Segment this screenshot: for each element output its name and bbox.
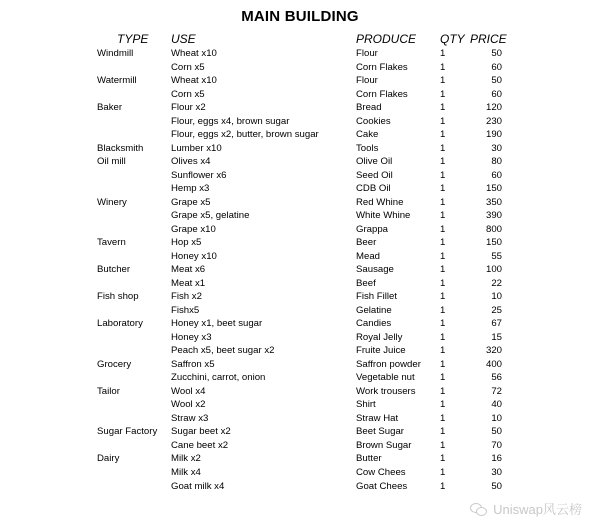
produce-cell: Fruite Juice (356, 345, 406, 357)
qty-cell: 1 (440, 480, 446, 492)
price-cell: 30 (491, 142, 502, 154)
produce-cell: Mead (356, 250, 380, 262)
price-cell: 100 (485, 264, 502, 276)
use-cell: Goat milk x4 (171, 480, 225, 492)
use-cell: Wool x4 (171, 385, 206, 397)
produce-cell: Sausage (356, 264, 394, 276)
produce-cell: Bread (356, 102, 382, 114)
type-cell: Tailor (97, 385, 120, 397)
produce-cell: Fish Fillet (356, 291, 398, 303)
table-row (0, 480, 600, 494)
qty-cell: 1 (440, 88, 446, 100)
table-row (0, 223, 600, 237)
use-cell: Meat x6 (171, 264, 206, 276)
price-cell: 50 (491, 426, 502, 438)
price-cell: 10 (491, 412, 502, 424)
produce-cell: White Whine (356, 210, 411, 222)
use-cell: Olives x4 (171, 156, 211, 168)
qty-cell: 1 (440, 304, 446, 316)
qty-cell: 1 (440, 142, 446, 154)
qty-cell: 1 (440, 102, 446, 114)
table-row (0, 47, 600, 61)
price-cell: 50 (491, 48, 502, 59)
produce-cell: Beet Sugar (356, 426, 405, 438)
produce-cell: Beer (356, 237, 377, 249)
use-cell: Hop x5 (171, 237, 202, 249)
use-cell: Sunflower x6 (171, 169, 227, 181)
use-cell: Corn x5 (171, 88, 205, 100)
produce-cell: Beef (356, 277, 376, 289)
produce-cell: Grappa (356, 223, 388, 235)
table-row (0, 439, 600, 453)
use-cell: Milk x4 (171, 466, 201, 478)
price-cell: 400 (485, 358, 502, 370)
qty-cell: 1 (440, 453, 446, 465)
use-cell: Wool x2 (171, 399, 206, 411)
produce-cell: Work trousers (356, 385, 416, 397)
use-cell: Flour, eggs x4, brown sugar (171, 115, 290, 127)
produce-cell: Straw Hat (356, 412, 399, 424)
table-row (0, 155, 600, 169)
table-row (0, 209, 600, 223)
header-qty: QTY (440, 32, 465, 46)
price-cell: 25 (491, 304, 502, 316)
price-cell: 56 (491, 372, 502, 384)
use-cell: Sugar beet x2 (171, 426, 231, 438)
table-row (0, 263, 600, 277)
table-row (0, 290, 600, 304)
produce-cell: Cow Chees (356, 466, 406, 478)
price-cell: 16 (491, 453, 502, 465)
type-cell: Winery (97, 196, 127, 208)
price-cell: 350 (485, 196, 502, 208)
use-cell: Flour, eggs x2, butter, brown sugar (171, 129, 319, 141)
type-cell: Butcher (97, 264, 131, 276)
table-row (0, 101, 600, 115)
use-cell: Meat x1 (171, 277, 206, 289)
produce-cell: CDB Oil (356, 183, 391, 195)
price-cell: 150 (485, 237, 502, 249)
price-cell: 60 (491, 169, 502, 181)
production-table (0, 47, 600, 493)
produce-cell: Corn Flakes (356, 61, 408, 73)
price-cell: 390 (485, 210, 502, 222)
use-cell: Saffron x5 (171, 358, 215, 370)
use-cell: Honey x3 (171, 331, 212, 343)
produce-cell: Olive Oil (356, 156, 393, 168)
table-row (0, 452, 600, 466)
table-row (0, 304, 600, 318)
table-row (0, 88, 600, 102)
header-type: TYPE (117, 32, 149, 46)
price-cell: 190 (485, 129, 502, 141)
qty-cell: 1 (440, 223, 446, 235)
price-cell: 800 (485, 223, 502, 235)
price-cell: 50 (491, 480, 502, 492)
produce-cell: Vegetable nut (356, 372, 415, 384)
qty-cell: 1 (440, 345, 446, 357)
price-cell: 30 (491, 466, 502, 478)
table-row (0, 236, 600, 250)
table-row (0, 371, 600, 385)
price-cell: 50 (491, 75, 502, 87)
table-row (0, 466, 600, 480)
type-cell: Tavern (97, 237, 126, 249)
price-cell: 320 (485, 345, 502, 357)
qty-cell: 1 (440, 196, 446, 208)
price-cell: 60 (491, 61, 502, 73)
table-row (0, 344, 600, 358)
use-cell: Zucchini, carrot, onion (171, 372, 266, 384)
produce-cell: Seed Oil (356, 169, 393, 181)
type-cell: Oil mill (97, 156, 126, 168)
price-cell: 70 (491, 439, 502, 451)
price-cell: 22 (491, 277, 502, 289)
table-row (0, 331, 600, 345)
produce-cell: Candies (356, 318, 392, 330)
use-cell: Grape x5 (171, 196, 211, 208)
qty-cell: 1 (440, 318, 446, 330)
qty-cell: 1 (440, 466, 446, 478)
use-cell: Cane beet x2 (171, 439, 229, 451)
qty-cell: 1 (440, 61, 446, 73)
qty-cell: 1 (440, 75, 446, 87)
produce-cell: Flour (356, 48, 378, 59)
use-cell: Fish x2 (171, 291, 202, 303)
table-row (0, 169, 600, 183)
type-cell: Grocery (97, 358, 132, 370)
table-row (0, 142, 600, 156)
produce-cell: Brown Sugar (356, 439, 412, 451)
produce-cell: Goat Chees (356, 480, 408, 492)
use-cell: Honey x10 (171, 250, 217, 262)
type-cell: Baker (97, 102, 123, 114)
price-cell: 230 (485, 115, 502, 127)
use-cell: Flour x2 (171, 102, 206, 114)
qty-cell: 1 (440, 277, 446, 289)
type-cell: Fish shop (97, 291, 139, 303)
qty-cell: 1 (440, 237, 446, 249)
price-cell: 80 (491, 156, 502, 168)
qty-cell: 1 (440, 183, 446, 195)
header-produce: PRODUCE (356, 32, 417, 46)
watermark-text: Uniswap风云榜 (493, 502, 582, 517)
produce-cell: Butter (356, 453, 382, 465)
price-cell: 15 (491, 331, 502, 343)
produce-cell: Red Whine (356, 196, 404, 208)
use-cell: Wheat x10 (171, 75, 217, 87)
wechat-icon (470, 502, 488, 516)
use-cell: Peach x5, beet sugar x2 (171, 345, 275, 357)
table-row (0, 61, 600, 75)
table-row (0, 385, 600, 399)
price-cell: 40 (491, 399, 502, 411)
table-row (0, 425, 600, 439)
type-cell: Watermill (97, 75, 137, 87)
produce-cell: Cookies (356, 115, 391, 127)
table-row (0, 250, 600, 264)
qty-cell: 1 (440, 331, 446, 343)
use-cell: Grape x5, gelatine (171, 210, 250, 222)
produce-cell: Tools (356, 142, 379, 154)
qty-cell: 1 (440, 169, 446, 181)
qty-cell: 1 (440, 426, 446, 438)
table-row (0, 196, 600, 210)
use-cell: Grape x10 (171, 223, 216, 235)
type-cell: Dairy (97, 453, 120, 465)
qty-cell: 1 (440, 412, 446, 424)
qty-cell: 1 (440, 399, 446, 411)
table-row (0, 277, 600, 291)
use-cell: Milk x2 (171, 453, 201, 465)
qty-cell: 1 (440, 129, 446, 141)
watermark (470, 499, 582, 518)
produce-cell: Flour (356, 75, 378, 87)
use-cell: Lumber x10 (171, 142, 222, 154)
price-cell: 150 (485, 183, 502, 195)
produce-cell: Saffron powder (356, 358, 421, 370)
produce-cell: Royal Jelly (356, 331, 403, 343)
table-row (0, 412, 600, 426)
qty-cell: 1 (440, 210, 446, 222)
table-row (0, 358, 600, 372)
use-cell: Hemp x3 (171, 183, 210, 195)
price-cell: 10 (491, 291, 502, 303)
qty-cell: 1 (440, 385, 446, 397)
price-cell: 72 (491, 385, 502, 397)
use-cell: Corn x5 (171, 61, 205, 73)
table-row (0, 182, 600, 196)
price-cell: 67 (491, 318, 502, 330)
produce-cell: Shirt (356, 399, 376, 411)
price-cell: 55 (491, 250, 502, 262)
produce-cell: Corn Flakes (356, 88, 408, 100)
price-cell: 120 (485, 102, 502, 114)
produce-cell: Gelatine (356, 304, 392, 316)
type-cell: Sugar Factory (97, 426, 158, 438)
use-cell: Honey x1, beet sugar (171, 318, 263, 330)
type-cell: Windmill (97, 48, 134, 59)
qty-cell: 1 (440, 439, 446, 451)
type-cell: Laboratory (97, 318, 143, 330)
qty-cell: 1 (440, 48, 446, 59)
qty-cell: 1 (440, 115, 446, 127)
table-row (0, 74, 600, 88)
price-cell: 60 (491, 88, 502, 100)
qty-cell: 1 (440, 264, 446, 276)
page-title: MAIN BUILDING (241, 8, 359, 25)
table-row (0, 398, 600, 412)
qty-cell: 1 (440, 156, 446, 168)
use-cell: Fishx5 (171, 304, 200, 316)
type-cell: Blacksmith (97, 142, 144, 154)
use-cell: Wheat x10 (171, 48, 217, 59)
qty-cell: 1 (440, 291, 446, 303)
table-row (0, 115, 600, 129)
produce-cell: Cake (356, 129, 379, 141)
header-use: USE (171, 32, 196, 46)
qty-cell: 1 (440, 372, 446, 384)
table-row (0, 128, 600, 142)
header-price: PRICE (470, 32, 507, 46)
use-cell: Straw x3 (171, 412, 209, 424)
qty-cell: 1 (440, 250, 446, 262)
qty-cell: 1 (440, 358, 446, 370)
table-row (0, 317, 600, 331)
